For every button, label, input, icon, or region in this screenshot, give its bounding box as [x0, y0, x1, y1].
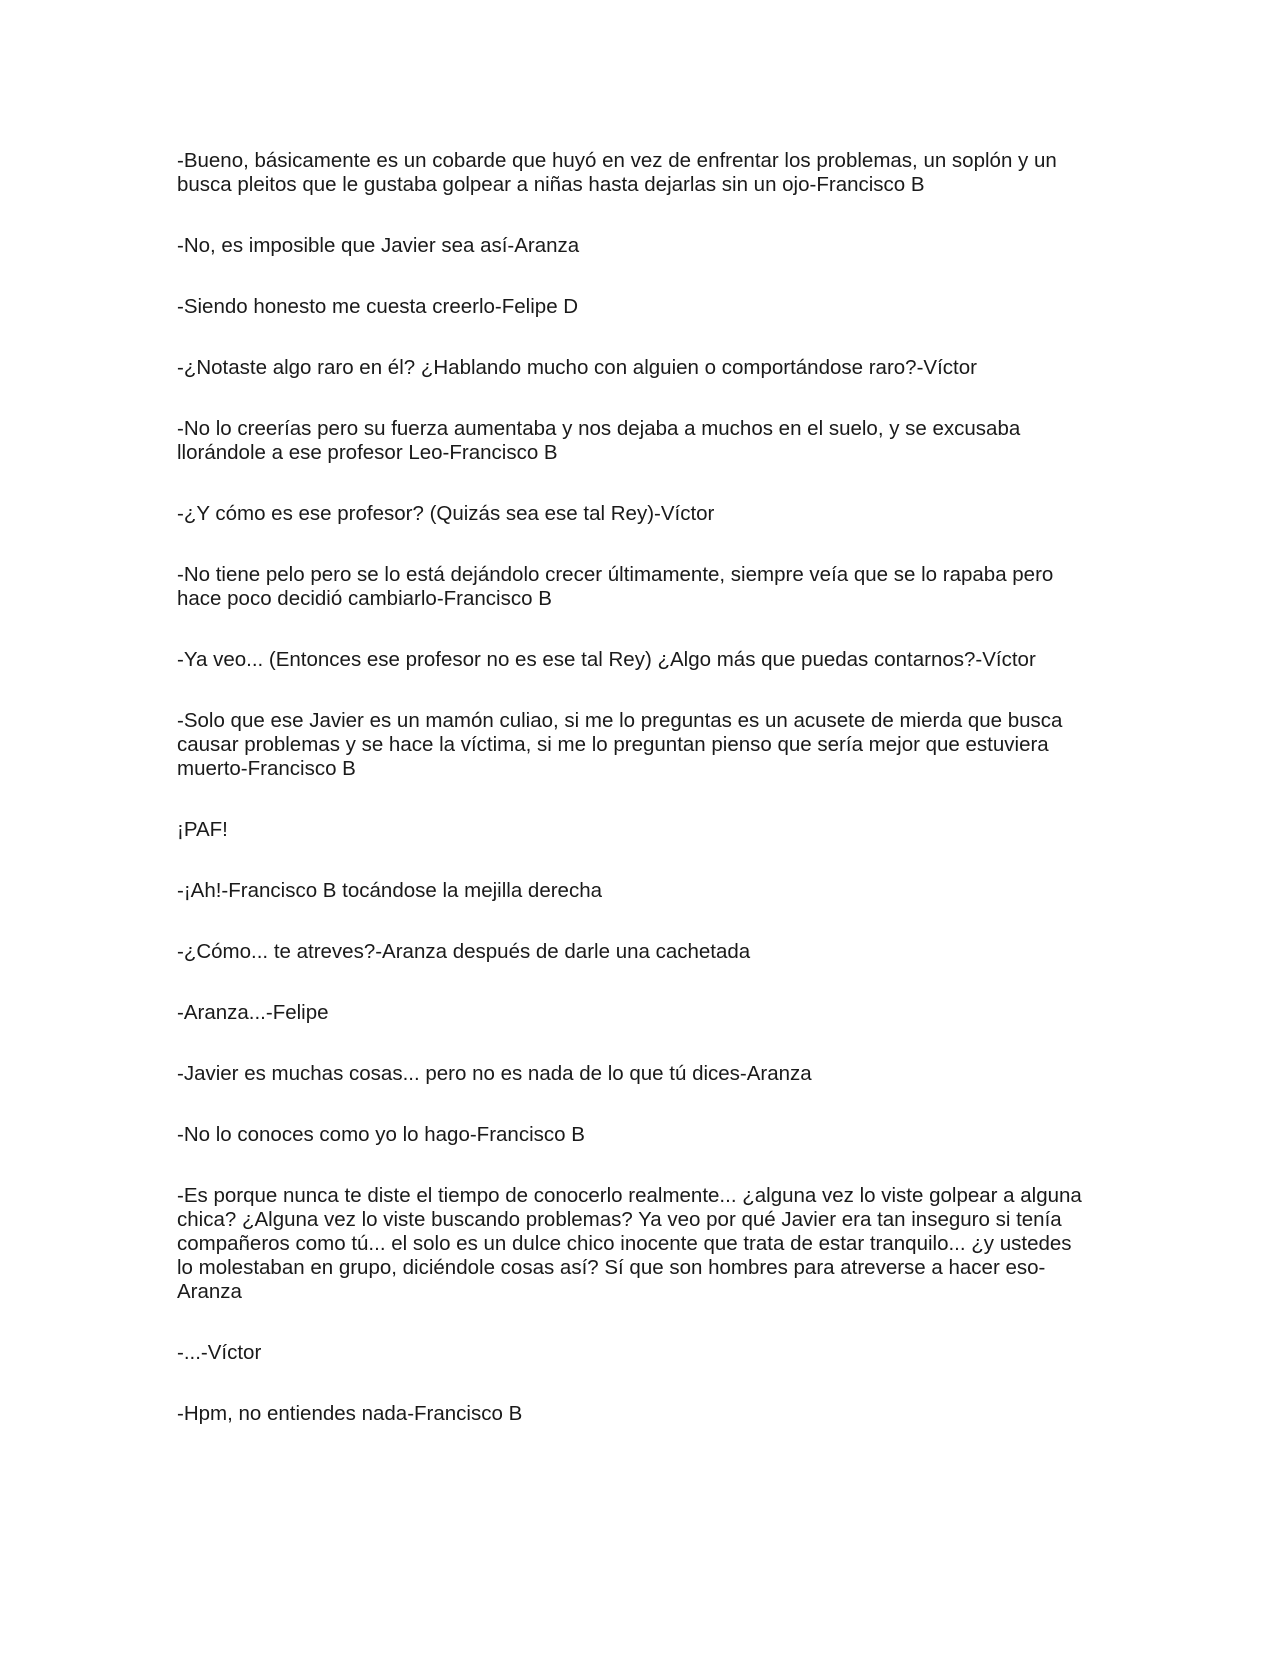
paragraph: -¡Ah!-Francisco B tocándose la mejilla derecha: [177, 879, 602, 902]
paragraph: -...-Víctor: [177, 1341, 262, 1364]
paragraph: -Hpm, no entiendes nada-Francisco B: [177, 1402, 523, 1425]
paragraph: -Aranza...-Felipe: [177, 1001, 329, 1024]
paragraph: ¡PAF!: [177, 818, 228, 841]
paragraph: -No, es imposible que Javier sea así-Aranza: [177, 234, 580, 257]
paragraph: -No tiene pelo pero se lo está dejándolo crecer últimamente, siempre veía que se lo rapaba pero hace poco decidió cambiarlo-Francisco B: [177, 563, 1054, 610]
paragraph: -Siendo honesto me cuesta creerlo-Felipe D: [177, 295, 579, 318]
paragraph: -No lo conoces como yo lo hago-Francisco B: [177, 1123, 585, 1146]
document-body: [177, 149, 1112, 1463]
paragraph: -Ya veo... (Entonces ese profesor no es ese tal Rey) ¿Algo más que puedas contarnos?-Víctor: [177, 648, 1036, 671]
paragraph: -Es porque nunca te diste el tiempo de conocerlo realmente... ¿alguna vez lo viste golpear a alguna chica? ¿Alguna vez lo viste buscando problemas? Ya veo por qué Javier era tan inseguro si tenía compañeros como tú... el solo es un dulce chico inocente que trata de estar tranquilo... ¿y ustedes lo molestaban en grupo, diciéndole cosas así? Sí que son hombres para atreverse a hacer eso- Aranza: [177, 1184, 1082, 1303]
paragraph: -¿Cómo... te atreves?-Aranza después de darle una cachetada: [177, 940, 751, 963]
paragraph: -¿Y cómo es ese profesor? (Quizás sea ese tal Rey)-Víctor: [177, 502, 715, 525]
paragraph: -¿Notaste algo raro en él? ¿Hablando mucho con alguien o comportándose raro?-Víctor: [177, 356, 977, 379]
paragraph: -No lo creerías pero su fuerza aumentaba y nos dejaba a muchos en el suelo, y se excusaba llorándole a ese profesor Leo-Francisco B: [177, 417, 1021, 464]
paragraph: -Javier es muchas cosas... pero no es nada de lo que tú dices-Aranza: [177, 1062, 812, 1085]
paragraph: -Bueno, básicamente es un cobarde que huyó en vez de enfrentar los problemas, un soplón y un busca pleitos que le gustaba golpear a niñas hasta dejarlas sin un ojo-Francisco B: [177, 149, 1057, 196]
paragraph: -Solo que ese Javier es un mamón culiao, si me lo preguntas es un acusete de mierda que busca causar problemas y se hace la víctima, si me lo preguntan pienso que sería mejor que estuviera muerto-Francisco B: [177, 709, 1063, 780]
